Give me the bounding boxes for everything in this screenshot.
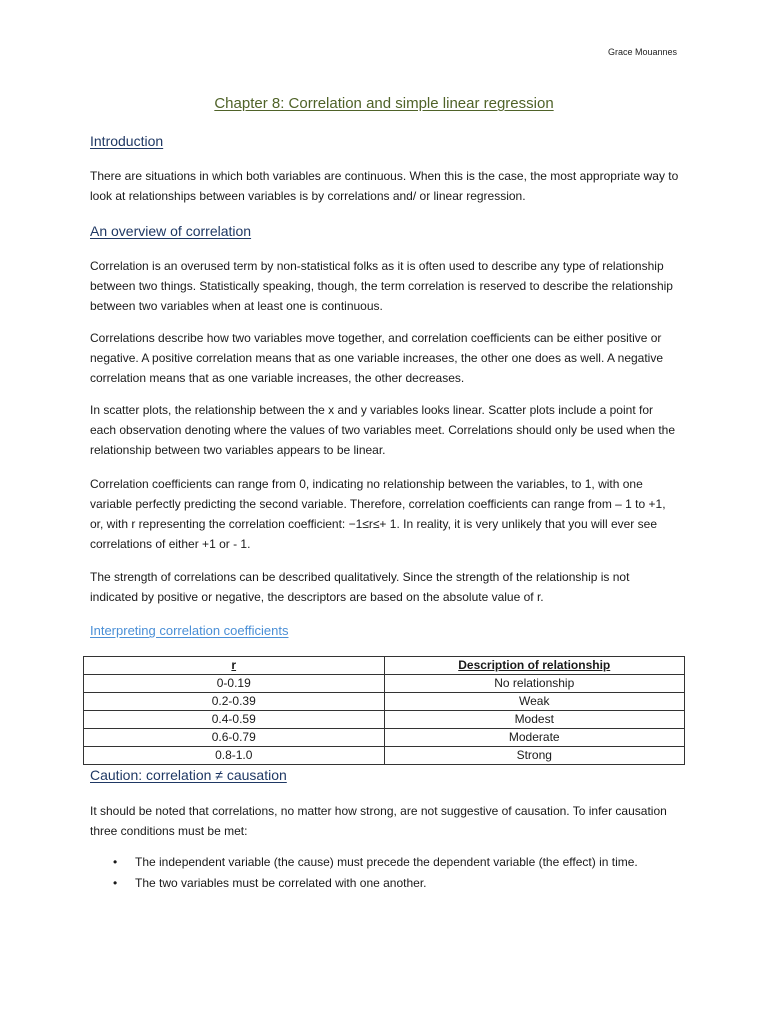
table-cell-description: Weak bbox=[384, 693, 685, 711]
table-row bbox=[84, 729, 685, 747]
table-cell-description: Moderate bbox=[384, 729, 685, 747]
causation-conditions-list bbox=[90, 852, 690, 894]
paragraph-overview-1: Correlation is an overused term by non-statistical folks as it is often used to describe any type of relationship between two things. Statistically speaking, though, the term correlation is reserved to describe the relationship between two variables when at least one is continuous. bbox=[90, 259, 673, 313]
table-cell-r: 0-0.19 bbox=[84, 675, 385, 693]
header-author: Grace Mouannes bbox=[607, 47, 677, 57]
correlation-table bbox=[83, 656, 685, 765]
table-row bbox=[84, 675, 685, 693]
list-item bbox=[90, 873, 690, 894]
heading-introduction: Introduction bbox=[90, 133, 164, 149]
heading-interpreting: Interpreting correlation coefficients bbox=[90, 623, 289, 638]
table-cell-description: No relationship bbox=[384, 675, 685, 693]
table-cell-r: 0.6-0.79 bbox=[84, 729, 385, 747]
paragraph-overview-2: Correlations describe how two variables move together, and correlation coefficients can be either positive or negative. A positive correlation means that as one variable increases, the other one does as well. A negative correlation means that as one variable increases, the other decreases. bbox=[90, 331, 664, 385]
paragraph-introduction: There are situations in which both variables are continuous. When this is the case, the most appropriate way to look at relationships between variables is by correlations and/ or linear regression. bbox=[90, 169, 679, 203]
bullet-icon: • bbox=[113, 855, 118, 869]
table-cell-description: Strong bbox=[384, 747, 685, 765]
table-header-description: Description of relationship bbox=[384, 657, 685, 675]
paragraph-overview-4: Correlation coefficients can range from 0, indicating no relationship between the variables, to 1, with one variable perfectly predicting the second variable. Therefore, correlation coefficients can range from – 1 to +1, or, with r representing the correlation coefficient: −1≤r≤+ 1. In reality, it is very unlikely that you will ever see correlations of either +1 or - 1. bbox=[90, 477, 666, 551]
table-row bbox=[84, 711, 685, 729]
list-item-text: The two variables must be correlated with one another. bbox=[135, 876, 427, 890]
table-cell-r: 0.4-0.59 bbox=[84, 711, 385, 729]
table-row bbox=[84, 747, 685, 765]
paragraph-caution: It should be noted that correlations, no matter how strong, are not suggestive of causation. To infer causation three conditions must be met: bbox=[90, 804, 667, 838]
table-row bbox=[84, 693, 685, 711]
table-cell-r: 0.8-1.0 bbox=[84, 747, 385, 765]
table-header-r: r bbox=[84, 657, 385, 675]
paragraph-overview-3: In scatter plots, the relationship between the x and y variables looks linear. Scatter plots include a point for each observation denoting where the values of two variables meet. Correlations should only be used when the relationship between two variables appears to be linear. bbox=[90, 403, 676, 457]
list-item-text: The independent variable (the cause) must precede the dependent variable (the effect) in time. bbox=[135, 855, 638, 869]
table-header-row bbox=[84, 657, 685, 675]
table-cell-description: Modest bbox=[384, 711, 685, 729]
table-cell-r: 0.2-0.39 bbox=[84, 693, 385, 711]
list-item bbox=[90, 852, 690, 873]
heading-caution: Caution: correlation ≠ causation bbox=[90, 767, 287, 783]
bullet-icon: • bbox=[113, 876, 118, 890]
heading-overview: An overview of correlation bbox=[90, 223, 252, 239]
chapter-title: Chapter 8: Correlation and simple linear regression bbox=[214, 95, 554, 112]
paragraph-overview-5: The strength of correlations can be described qualitatively. Since the strength of the relationship is not indicated by positive or negative, the descriptors are based on the absolute value of r. bbox=[90, 570, 630, 604]
